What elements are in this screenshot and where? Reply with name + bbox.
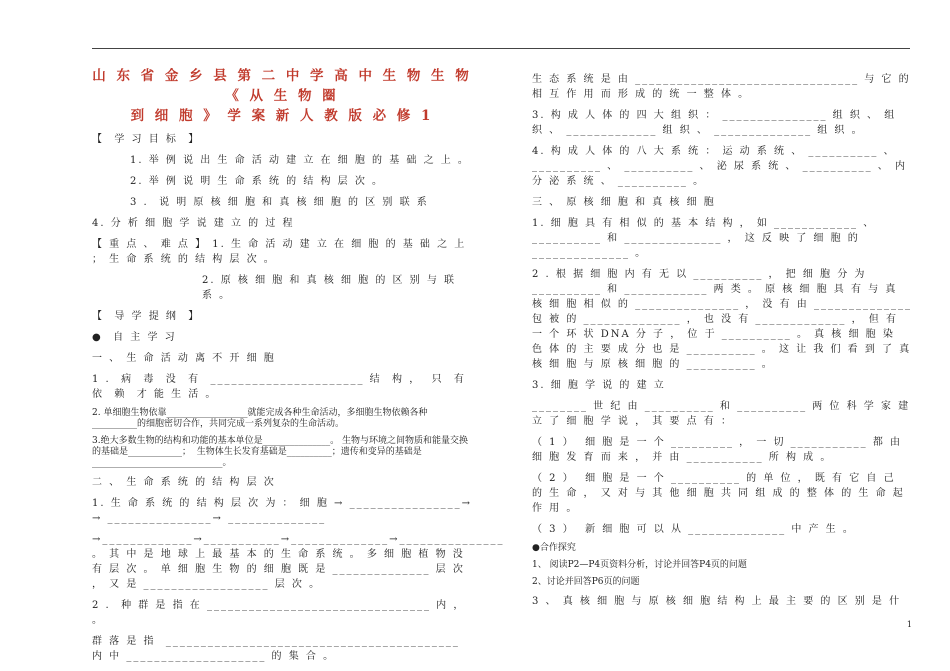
- text-line: 一 、 生 命 活 动 离 不 开 细 胞: [92, 353, 276, 364]
- text-line: （ 2 ） 细 胞 是 一 个 __________ 的 单 位 ， 既 有 它 自 己 的 生 命 ， 又 对 与 其 他 细 胞 共 同 组 成 的 整 体 的 生 命 起 作 用 。: [532, 473, 910, 514]
- text-line: 2. 举 例 说 明 生 命 系 统 的 结 构 层 次 。: [130, 176, 385, 187]
- text-line: →_____________→___________→______________→_______________ 。 其 中 是 地 球 上 最 基 本 的 生 命 系 统 。 多 细 胞 植 物 没 有 层 次 。 单 细 胞 生 物 的 细 胞 既 是 ______________ 层 次 ， 又 是 __________________ 层 次 。: [92, 534, 510, 590]
- header-rule: [92, 48, 910, 49]
- page-number: 1: [906, 620, 912, 629]
- text-line: 二 、 生 命 系 统 的 结 构 层 次: [92, 477, 276, 488]
- text-line: 2. 单细胞生物依靠__________________就能完成各种生命活动，多细胞生物依赖各种__________的细胞密切合作，共同完成一系列复杂的生命活动。: [92, 408, 428, 429]
- title-line-2: 到 细 胞 》 学 案 新 人 教 版 必 修 1: [130, 108, 434, 124]
- text-line: 2 . 种 群 是 指 在 ________________________________ 内 ， 。: [92, 600, 471, 626]
- text-line: （ 1 ） 细 胞 是 一 个 _________ ， 一 切 ___________ 都 由 细 胞 发 育 而 来 ， 并 由 ___________ 所 构 成 。: [532, 437, 908, 463]
- text-line: 3 、 真 核 细 胞 与 原 核 细 胞 结 构 上 最 主 要 的 区 别 是 什: [532, 596, 902, 607]
- text-line: 1. 生 命 系 统 的 结 构 层 次 为 ： 细 胞 → ________________→ → _______________→ ______________: [92, 498, 478, 524]
- text-line: 4. 分 析 细 胞 学 说 建 立 的 过 程: [92, 218, 295, 229]
- text-line: 4. 构 成 人 体 的 八 大 系 统 ： 运 动 系 统 、 __________ 、 __________ 、 __________ 、 泌 尿 系 统 、 __________ 、 内 分 泌 系 统 、 __________ 。: [532, 146, 913, 187]
- text-line: 生 态 系 统 是 由 ________________________________ 与 它 的 相 互 作 用 而 形 成 的 统 一 整 体 。: [532, 74, 916, 100]
- text-line: 1 . 病 毒 没 有 ______________________ 结 构 ， 只 有 依 赖 才 能 生 活 。: [92, 374, 477, 400]
- text-line: （ 3 ） 新 细 胞 可 以 从 ______________ 中 产 生 。: [532, 524, 855, 535]
- text-line: 【 重 点 、 难 点 】 1. 生 命 活 动 建 立 在 细 胞 的 基 础 之 上 ； 生 命 系 统 的 结 构 层 次 。: [92, 239, 472, 265]
- text-line: ● 自 主 学 习: [92, 332, 177, 343]
- document-title: [92, 66, 472, 126]
- text-line: 2 . 根 据 细 胞 内 有 无 以 __________ ， 把 细 胞 分 为 __________ 和 ____________ 两 类 。 原 核 细 胞 具 有 与 真 核 细 胞 相 似 的 _______________ ， 没 有 由 ______________ 包 被 的 ______________ ， 也 没 有 _____________ ， 但 有 一 个 环 状 DNA 分 子 ， 位 于 __________ 。 真 核 细 胞 染 色 体 的 主 要 成 分 也 是 __________ 。 这 让 我 们 看 到 了 真 核 细 胞 与 原 核 细 胞 的 __________ 。: [532, 269, 918, 370]
- text-line: 3. 构 成 人 体 的 四 大 组 织 ： _______________ 组 织 、 组 织 、 _____________ 组 织 、 ______________ 组 织 。: [532, 110, 902, 136]
- right-body: [532, 72, 918, 609]
- text-line: 【 学 习 目 标 】: [92, 134, 201, 145]
- text-line: 1. 举 例 说 出 生 命 活 动 建 立 在 细 胞 的 基 础 之 上 。: [130, 155, 470, 166]
- text-line: 1、 阅读P2—P4页资料分析，讨论并回答P4页的问题: [532, 560, 747, 570]
- text-line: 2. 原 核 细 胞 和 真 核 细 胞 的 区 别 与 联 系 。: [202, 275, 462, 301]
- left-column: [92, 66, 510, 664]
- title-line-1: 山 东 省 金 乡 县 第 二 中 学 高 中 生 物 生 物《 从 生 物 圈: [92, 68, 472, 104]
- text-line: 3. 细 胞 学 说 的 建 立: [532, 380, 666, 391]
- text-line: 3.绝大多数生物的结构和功能的基本单位是_______________。 生物与环境之间物质和能量交换的基础是____________； 生物体生长发育基础是__________；遗传和变异的基础是_____________________________。: [92, 436, 468, 468]
- text-line: 【 导 学 提 纲 】: [92, 311, 201, 322]
- right-column: [532, 66, 918, 609]
- text-line: 1. 细 胞 具 有 相 似 的 基 本 结 构 ， 如 ____________ 、 __________ 和 ______________ ， 这 反 映 了 细 胞 的 ______________ 。: [532, 218, 881, 259]
- text-line: 3 . 说 明 原 核 细 胞 和 真 核 细 胞 的 区 别 联 系: [130, 197, 429, 208]
- text-line: 2、讨论并回答P6页的问题: [532, 577, 640, 587]
- text-line: 三 、 原 核 细 胞 和 真 核 细 胞: [532, 197, 716, 208]
- left-body: [92, 132, 510, 664]
- text-line: 群 落 是 指 __________________________________________ 内 中 ____________________ 的 集 合 。: [92, 636, 466, 662]
- text-line: ●合作探究: [532, 543, 576, 553]
- text-line: ________ 世 纪 由 __________ 和 __________ 两 位 科 学 家 建 立 了 细 胞 学 说 ， 其 要 点 有 ：: [532, 401, 916, 427]
